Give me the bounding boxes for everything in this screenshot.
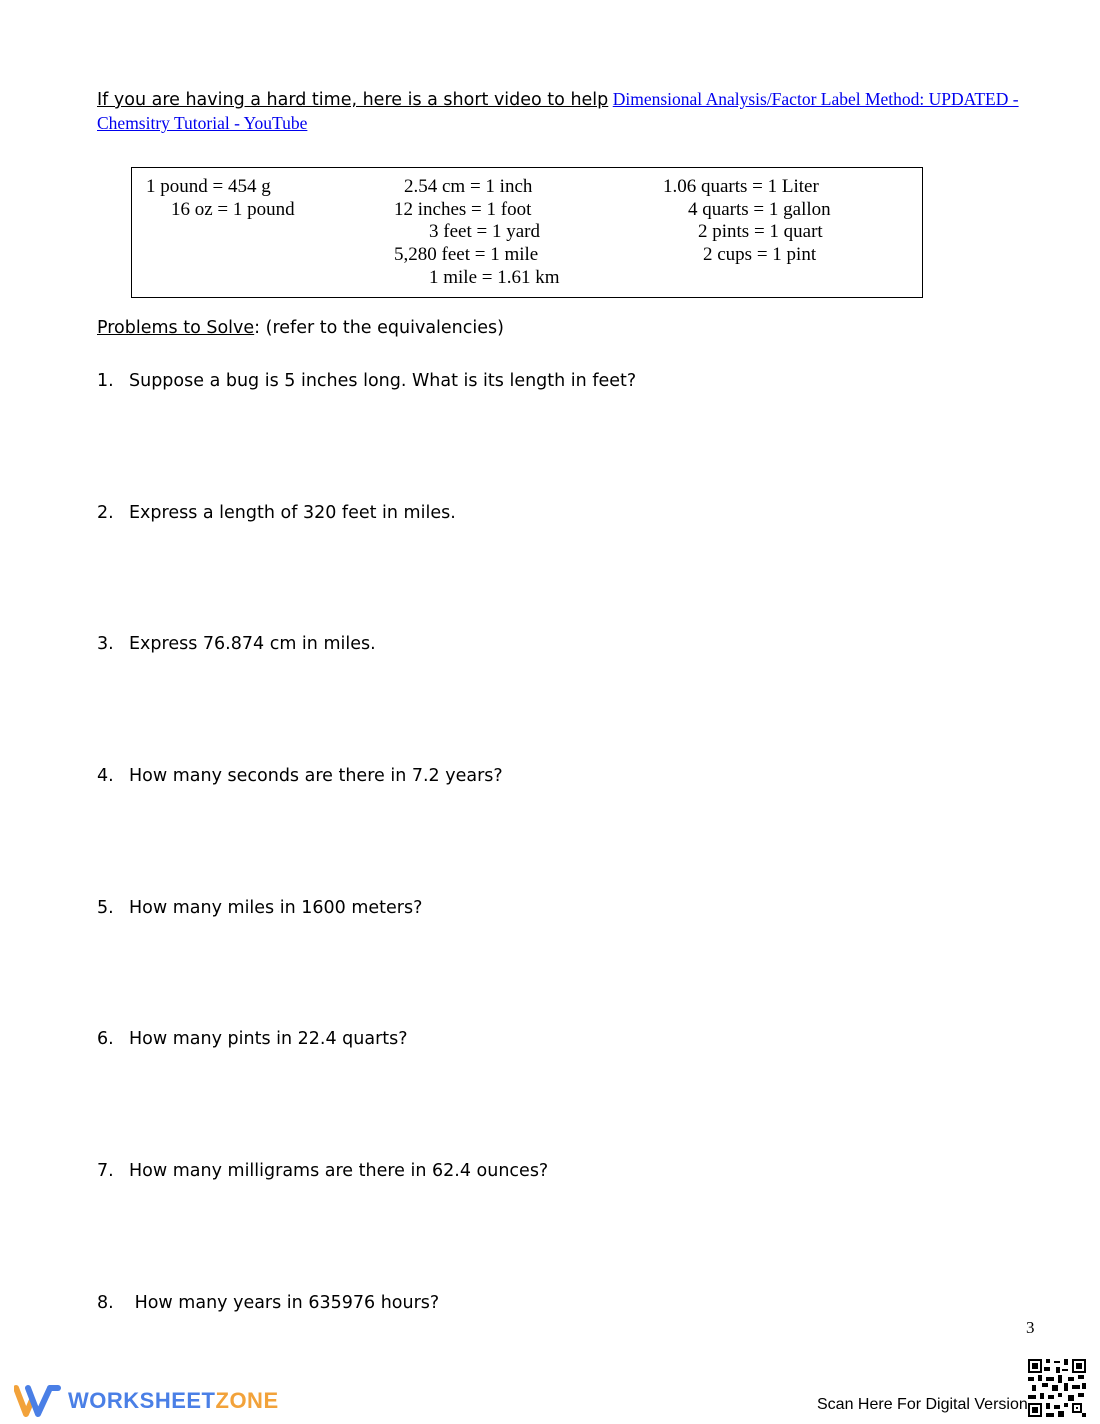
worksheetzone-logo[interactable] — [14, 1384, 279, 1418]
problem-number: 4. — [97, 766, 114, 786]
equivalency: 2 cups = 1 pint — [703, 244, 817, 265]
problem-text: How many miles in 1600 meters? — [129, 898, 423, 918]
equivalency: 1.06 quarts = 1 Liter — [663, 176, 819, 197]
problem-text: How many milligrams are there in 62.4 ounces? — [129, 1161, 549, 1181]
problem-item — [97, 634, 376, 654]
problem-text: How many seconds are there in 7.2 years? — [129, 766, 503, 786]
problem-number: 7. — [97, 1161, 114, 1181]
equivalency: 16 oz = 1 pound — [171, 199, 295, 220]
problem-number: 5. — [97, 898, 114, 918]
problem-item — [97, 1293, 439, 1313]
problem-item — [97, 898, 422, 918]
scan-caption: Scan Here For Digital Version — [817, 1396, 1028, 1413]
equivalency: 2 pints = 1 quart — [698, 221, 823, 242]
equivalency: 1 mile = 1.61 km — [429, 267, 560, 288]
intro-paragraph — [97, 88, 1037, 136]
video-link[interactable]: Dimensional Analysis/Factor Label Method: UPDATED - Chemsitry Tutorial - YouTube — [97, 89, 1019, 133]
problem-item — [97, 1161, 548, 1181]
problem-number: 1. — [97, 371, 114, 391]
problem-item — [97, 1029, 408, 1049]
logo-text-part1: WORKSHEET — [68, 1388, 216, 1413]
problem-text: Express 76.874 cm in miles. — [129, 634, 376, 654]
logo-text — [68, 1388, 279, 1414]
problem-item — [97, 766, 503, 786]
problem-text: Express a length of 320 feet in miles. — [129, 503, 456, 523]
problem-text: How many pints in 22.4 quarts? — [129, 1029, 408, 1049]
problem-number: 6. — [97, 1029, 114, 1049]
w-logo-icon — [14, 1384, 62, 1418]
problem-text: Suppose a bug is 5 inches long. What is its length in feet? — [129, 371, 637, 391]
qr-code-icon[interactable] — [1028, 1359, 1086, 1417]
logo-text-part2: ZONE — [215, 1388, 279, 1413]
section-heading — [97, 318, 504, 338]
problem-item — [97, 503, 456, 523]
section-title: Problems to Solve — [97, 318, 255, 338]
equivalency: 2.54 cm = 1 inch — [404, 176, 533, 197]
equivalency: 5,280 feet = 1 mile — [394, 244, 539, 265]
equivalency: 12 inches = 1 foot — [394, 199, 532, 220]
problem-text: How many years in 635976 hours? — [129, 1293, 440, 1313]
intro-text: If you are having a hard time, here is a short video to help — [97, 90, 609, 110]
page-number: 3 — [1026, 1318, 1035, 1337]
equivalency: 1 pound = 454 g — [146, 176, 271, 197]
problem-number: 3. — [97, 634, 114, 654]
problem-number: 8. — [97, 1293, 114, 1313]
equivalency: 3 feet = 1 yard — [429, 221, 540, 242]
equivalencies-box — [131, 167, 923, 298]
section-note: : (refer to the equivalencies) — [254, 318, 504, 338]
problem-number: 2. — [97, 503, 114, 523]
equivalency: 4 quarts = 1 gallon — [688, 199, 831, 220]
problem-item — [97, 371, 636, 391]
